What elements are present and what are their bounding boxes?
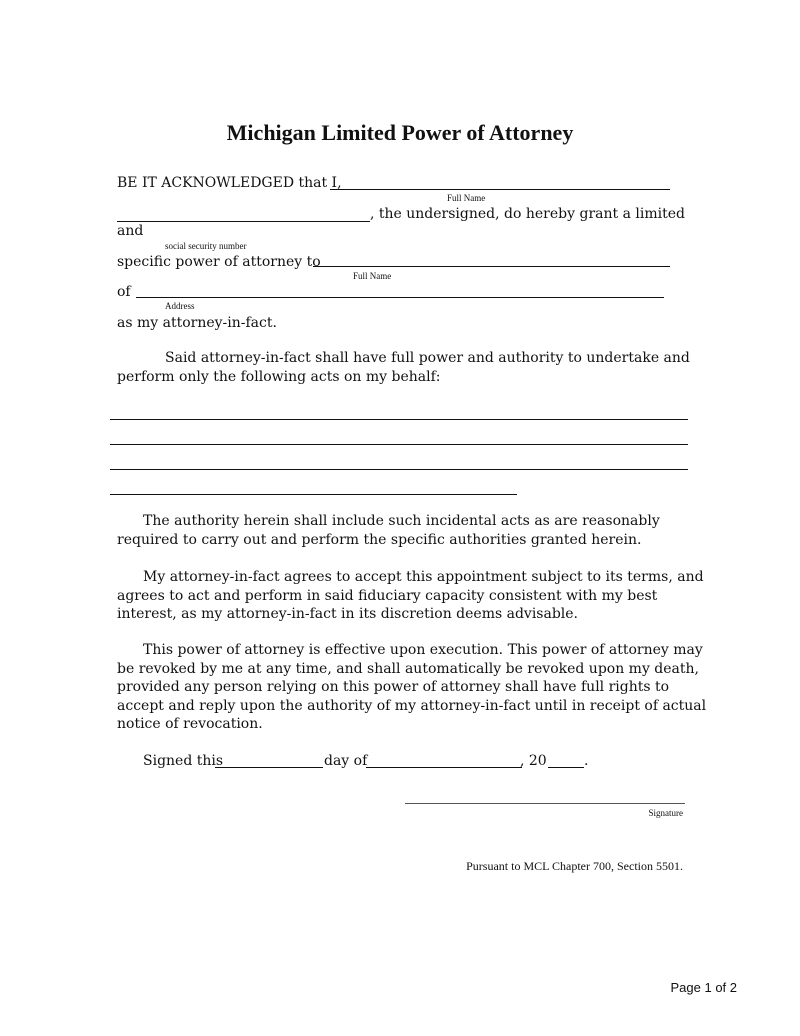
authority-paragraph [117,512,677,549]
full-name-field[interactable] [330,189,670,190]
grant-text: , the undersigned, do hereby grant a limited [370,206,685,222]
acts-blank-line[interactable] [110,494,517,495]
paragraph-line: agrees to act and perform in said fiduciary capacity consistent with my best [117,587,658,604]
signed-this-label: Signed this [143,753,224,769]
year-prefix: , 20 [520,753,547,769]
signed-year-field[interactable] [548,767,584,768]
and-text: and [117,223,144,239]
acts-blank-line[interactable] [110,444,688,445]
address-caption: Address [165,301,195,311]
signed-month-field[interactable] [366,767,522,768]
signed-period: . [584,753,589,769]
of-label: of [117,284,131,300]
agreement-paragraph [117,568,704,624]
acts-line-1: Said attorney-in-fact shall have full power and authority to undertake and [165,350,690,366]
as-attorney-text: as my attorney-in-fact. [117,315,277,331]
effective-paragraph [117,641,707,734]
acts-blank-line[interactable] [110,469,688,470]
attorney-name-caption: Full Name [353,271,392,281]
paragraph-line: This power of attorney is effective upon execution. This power of attorney may [143,642,703,658]
page-number: Page 1 of 2 [670,980,737,995]
document-title: Michigan Limited Power of Attorney [226,120,574,145]
address-field[interactable] [136,297,664,298]
paragraph-line: provided any person relying on this power of attorney shall have full rights to [117,679,670,695]
paragraph-line: be revoked by me at any time, and shall automatically be revoked upon my death, [117,660,699,677]
paragraph-line: interest, as my attorney-in-fact in its discretion deems advisable. [117,606,579,622]
paragraph-line: accept and reply upon the authority of my attorney-in-fact until in receipt of actual [117,697,707,714]
attorney-name-field[interactable] [313,266,670,267]
acts-line-2: perform only the following acts on my behalf: [117,369,441,385]
specific-power-label: specific power of attorney to [117,254,321,270]
full-name-caption: Full Name [447,193,486,203]
paragraph-line: required to carry out and perform the specific authorities granted herein. [117,531,642,548]
paragraph-line: notice of revocation. [117,716,263,732]
acts-blank-line[interactable] [110,419,688,420]
paragraph-line: The authority herein shall include such incidental acts as are reasonably [143,513,660,529]
signed-day-field[interactable] [215,767,323,768]
paragraph-line: My attorney-in-fact agrees to accept this appointment subject to its terms, and [143,569,704,585]
acknowledge-label: BE IT ACKNOWLEDGED that I, [117,175,342,191]
ssn-caption: social security number [165,241,247,251]
signature-caption: Signature [648,808,683,818]
day-of-label: day of [324,753,368,769]
statute-reference: Pursuant to MCL Chapter 700, Section 5501. [466,859,683,873]
signature-field[interactable] [405,803,685,804]
ssn-field[interactable] [117,221,370,222]
